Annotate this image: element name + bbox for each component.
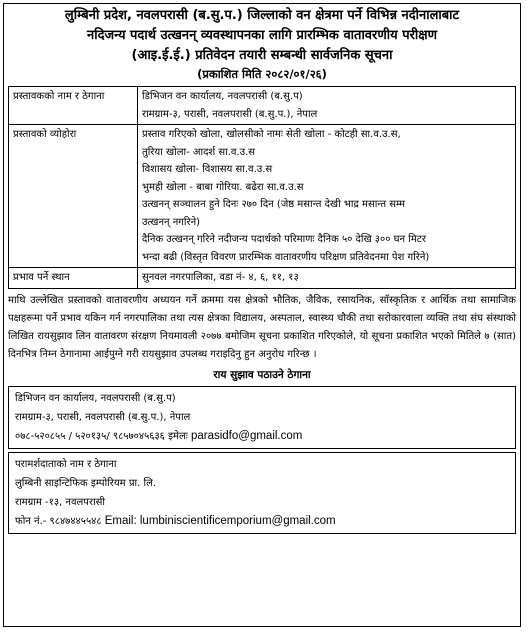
office-phone: ०७८-५२०८५५ / ५२०१३५/ ९८५७०४५६३६ [15, 430, 165, 442]
detail-line: तुरिया खोला- आदर्श सा.व.उ.स [142, 146, 256, 158]
consultant-email[interactable]: lumbiniscientificemporium@gmail.com [139, 514, 336, 527]
notice-title [8, 4, 516, 66]
proposer-label: प्रस्तावकको नाम र ठेगाना [9, 87, 138, 125]
office-name: डिभिजन वन कार्यालय, नवलपरासी (ब.सु.प) [15, 392, 176, 404]
detail-line: दैनिक उत्खनन् गरिने नदीजन्य पदार्थको परिमाणः दैनिक ५० देखि ३०० घन मिटर [142, 234, 426, 245]
proposer-line: डिभिजन वन कार्यालय, नवलपरासी (ब.सु.प) [142, 91, 303, 102]
office-contact [15, 427, 509, 446]
office-address: रामग्राम-३, परासी, नवलपरासी (ब.सु.प.), नेपाल [15, 411, 191, 423]
consultant-heading: परामर्शदाताको नाम र ठेगाना [15, 458, 117, 470]
office-address-box [8, 386, 516, 449]
table-row [9, 125, 516, 268]
title-line-1: लुम्बिनी प्रदेश, नवलपरासी (ब.सु.प.) जिल्लाको वन क्षेत्रमा पर्ने विभिन्न नदीनालाबाट [64, 8, 460, 23]
table-row [9, 268, 516, 289]
consultant-email-label: Email: [104, 514, 137, 527]
office-email-label: इमेलः [168, 430, 188, 442]
suggestion-heading: राय सुझाव पठाउने ठेगाना [213, 368, 311, 381]
detail-line: भन्दा बढी (विस्तृत विवरण प्रारम्भिक वातावरणीय परिक्षण प्रतिवेदनमा पेश गरिने) [142, 251, 430, 263]
consultant-contact [15, 512, 509, 531]
detail-line: उत्खनन् सञ्चालन हुने दिनः २७० दिन (जेष्ठ मसान्त देखी भाद्र मसान्त सम्म [142, 199, 405, 210]
proposal-details-value [138, 125, 516, 268]
publish-date: (प्रकाशित मिति २०८२/०१/२६) [197, 67, 327, 81]
public-notice [3, 3, 521, 627]
office-email[interactable]: parasidfo@gmail.com [190, 429, 303, 442]
detail-line: उत्खनन् नगरिने) [142, 216, 201, 228]
title-line-3: (आइ.ई.ई.) प्रतिवेदन तयारी सम्बन्धी सार्वजनिक सूचना [131, 48, 393, 63]
table-row [9, 87, 516, 125]
consultant-phone: फोन नं.- ९८४७४४५५४८ [15, 515, 102, 527]
proposer-line: रामग्राम-३, परासी, नवलपरासी (ब.सु.प.), नेपाल [142, 108, 318, 120]
affected-area-value: सुनवल नगरपालिका, वडा नं- ४, ६, ११, १३ [138, 268, 516, 289]
proposal-table [8, 86, 516, 289]
affected-area-label: प्रभाव पर्ने स्थान [9, 268, 138, 289]
proposer-value [138, 87, 516, 125]
detail-line: प्रस्ताव गरिएको खोला, खोलसीको नामः सेती खोला - कोटही सा.व.उ.स, [142, 129, 401, 140]
consultant-address-box [8, 452, 516, 534]
title-line-2: नदिजन्य पदार्थ उत्खनन् व्यवस्थापनका लागि प्रारम्भिक वातावरणीय परीक्षण [87, 28, 437, 43]
proposal-details-label: प्रस्तावको व्योहोरा [9, 125, 138, 268]
consultant-address: रामग्राम -१३, नवलपरासी [15, 496, 106, 508]
detail-line: विशासय खोला- विशासय सा.व.उ.स [142, 164, 273, 175]
consultant-name: लुम्बिनी साइन्टिफिक इम्पोरियम प्रा. लि. [15, 477, 157, 489]
detail-line: भुमही खोला - बाबा गोरिया. बढेरा सा.व.उ.स [142, 181, 304, 193]
notice-paragraph: माथि उल्लेखित प्रस्तावको वातावरणीय अध्ययन गर्ने क्रममा यस क्षेत्रको भौतिक, जैविक, रसायनिक, सॉस्कृतिक र आर्थिक तथा सामाजिक पक्षहरूमा पर्ने प्रभाव यकिन गर्न नगरपालिका तथा त्यस क्षेत्रका विद्यालय, अस्पताल, स्वास्थ्य चौकी तथा सरोकारवाला व्यक्ति तथा संघ संस्थाको लिखित रायसुझाव लिन वातावरण संरक्षण नियमावली २०७७ बमोजिम सूचना प्रकाशित गरिएकोले, यो सूचना प्रकाशित भएको मितिले ७ (सात) दिनभित्र निम्न ठेगानामा आईपुग्ने गरी रायसुझाव उपलब्ध गराइदिनु हुन अनुरोध गरिन्छ । [8, 294, 516, 360]
